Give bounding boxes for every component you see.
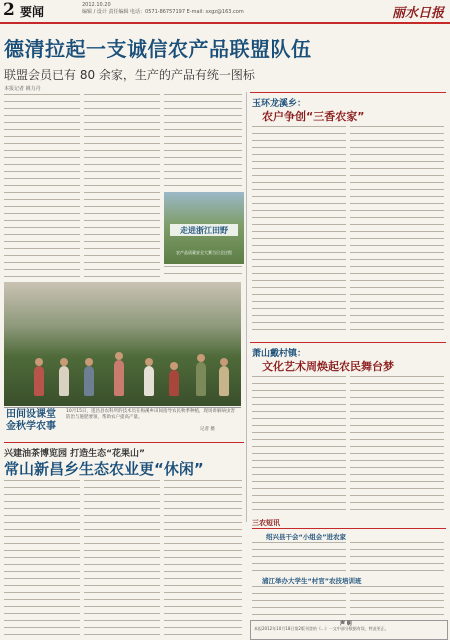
news-item-1-col-1 — [252, 542, 346, 572]
photo-caption-text: 10月15日，遂昌县农科所的技术员在梅溪乡田间指导农民秋季种植，现场讲解病虫害防治与施肥要领，帮助农户提高产量。 — [66, 409, 235, 420]
farm-photo — [4, 282, 241, 406]
right-story1-kicker: 玉环龙溪乡： — [252, 99, 307, 109]
news-item-2-col-2 — [350, 586, 444, 618]
bottom-story-col-1 — [4, 480, 80, 636]
news-briefs-title: 三农短讯 — [252, 519, 280, 527]
page-number: 2 — [3, 0, 15, 20]
right-story2-title: 文化艺术周焕起农民舞台梦 — [262, 360, 394, 373]
right-story1-title: 农户争创“三香农家” — [262, 110, 365, 123]
bottom-story-kicker: 兴建油茶博览园 打造生态“花果山” — [4, 449, 145, 459]
header-contact: 编辑 / 设计 责任编辑 电话：0571-86757197 E-mail: sxgz@163.com — [82, 9, 244, 15]
masthead-logo: 丽水日报 — [391, 6, 444, 21]
bottom-story-col-2 — [84, 480, 160, 636]
right-story1-col-1 — [252, 126, 346, 334]
header-date: 2012.10.20 — [82, 2, 111, 8]
main-headline: 德清拉起一支诚信农产品联盟队伍 — [4, 37, 312, 61]
right-story1-rule — [250, 92, 446, 93]
section-title: 要闻 — [20, 5, 45, 19]
news-item-2-title: 浦江举办大学生“村官”农技培训班 — [262, 577, 362, 585]
bottom-story-headline: 常山新昌乡生态农业更“休闲” — [4, 460, 204, 478]
photo-caption-title: 田间设课堂 金秋学农事 — [6, 409, 56, 432]
main-body-col-1 — [4, 94, 80, 279]
main-byline: 本报记者 姚力丹 — [4, 86, 41, 92]
main-body-col-2 — [84, 94, 160, 279]
news-item-1-title: 绍兴县干会“小组会”进农家 — [266, 533, 347, 541]
right-story2-kicker: 萧山戴村镇： — [252, 349, 307, 359]
photo-caption-author: 记者 摄 — [200, 427, 215, 432]
news-item-2-col-1 — [252, 586, 346, 618]
main-body-col-3 — [164, 94, 242, 188]
right-story2-col-1 — [252, 376, 346, 512]
right-story2-col-2 — [350, 376, 444, 512]
header-meta — [82, 2, 244, 16]
main-body-col-3b — [164, 266, 242, 280]
news-item-1-col-2 — [350, 542, 444, 572]
bottom-story-col-3 — [164, 480, 242, 636]
right-story1-col-2 — [350, 126, 444, 334]
main-subhead: 联盟会员已有 80 余家，生产的产品有统一图标 — [4, 68, 255, 82]
bottom-story-rule — [4, 442, 244, 443]
feature-box-title: 走进浙江田野 — [180, 226, 228, 235]
right-story2-rule — [250, 342, 446, 343]
feature-box-caption: 农产品质量安全大赛当日全过程 — [176, 250, 232, 255]
news-briefs-bar — [252, 518, 446, 529]
statement-text: 本报2012年10月18日第2版刊登的《...》一文中部分数据有误，特此更正。 — [254, 626, 389, 631]
column-divider — [246, 92, 247, 522]
statement-title: 声 明 — [340, 621, 352, 627]
